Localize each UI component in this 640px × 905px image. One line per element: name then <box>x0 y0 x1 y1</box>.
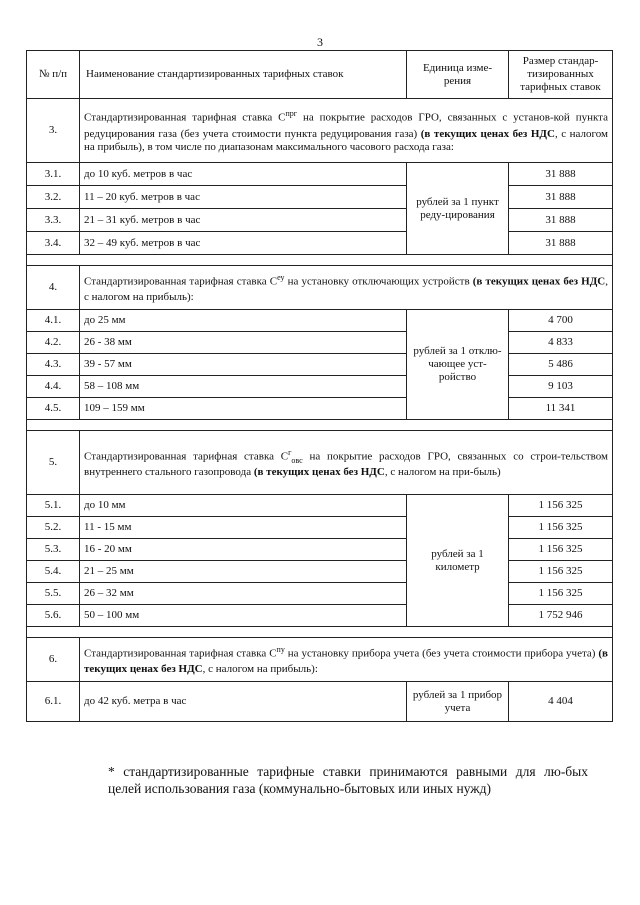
tariff-table <box>26 50 613 722</box>
table-row <box>27 495 613 517</box>
row-num: 5.6. <box>27 605 80 627</box>
row-name: 11 - 15 мм <box>80 517 407 539</box>
row-name: 39 - 57 мм <box>80 354 407 376</box>
section-spacer <box>27 255 613 266</box>
table-row <box>27 232 613 255</box>
table-row <box>27 163 613 186</box>
table-row <box>27 376 613 398</box>
section-num: 6. <box>27 638 80 682</box>
rate-subscript: овс <box>291 455 303 465</box>
unit-cell: рублей за 1 пункт реду-цирования <box>407 163 509 255</box>
row-name: 58 – 108 мм <box>80 376 407 398</box>
section-num: 5. <box>27 431 80 495</box>
section-spacer <box>27 627 613 638</box>
table-row <box>27 332 613 354</box>
row-name: 50 – 100 мм <box>80 605 407 627</box>
row-name: до 25 мм <box>80 310 407 332</box>
header-name: Наименование стандартизированных тарифных ставок <box>80 51 407 99</box>
row-value: 11 341 <box>509 398 613 420</box>
row-num: 6.1. <box>27 682 80 722</box>
row-num: 5.4. <box>27 561 80 583</box>
row-value: 1 156 325 <box>509 517 613 539</box>
section-title: Стандартизированная тарифная ставка $С^{еу}$ на установку отключающих устройств (в текущих ценах без НДС, с налогом на прибыль): <box>80 266 613 310</box>
footnote: * стандартизированные тарифные ставки принимаются равными для лю-бых целей использования газа (коммунально-бытовых или иных нужд) <box>108 764 588 796</box>
row-num: 5.1. <box>27 495 80 517</box>
unit-cell: рублей за 1 прибор учета <box>407 682 509 722</box>
row-value: 31 888 <box>509 209 613 232</box>
table-row <box>27 209 613 232</box>
row-num: 5.2. <box>27 517 80 539</box>
table-header-row <box>27 51 613 99</box>
row-num: 4.4. <box>27 376 80 398</box>
section-header-row <box>27 638 613 682</box>
row-num: 4.2. <box>27 332 80 354</box>
row-value: 4 833 <box>509 332 613 354</box>
rate-superscript: пу <box>276 644 285 654</box>
row-value: 1 752 946 <box>509 605 613 627</box>
table-row <box>27 186 613 209</box>
section-title: Стандартизированная тарифная ставка $С^г_{овс}$ на покрытие расходов ГРО, связанных со строи-тельством внутреннего стального газопровода (в текущих ценах без НДС, с налогом на при-быль) <box>80 431 613 495</box>
row-value: 31 888 <box>509 232 613 255</box>
unit-cell: рублей за 1 километр <box>407 495 509 627</box>
row-value: 1 156 325 <box>509 583 613 605</box>
section-num: 4. <box>27 266 80 310</box>
header-unit: Единица изме-рения <box>407 51 509 99</box>
rate-superscript: еу <box>277 272 285 282</box>
row-name: 11 – 20 куб. метров в час <box>80 186 407 209</box>
row-value: 4 404 <box>509 682 613 722</box>
rate-superscript: г <box>288 447 292 457</box>
row-name: 21 – 31 куб. метров в час <box>80 209 407 232</box>
row-num: 3.4. <box>27 232 80 255</box>
table-row <box>27 583 613 605</box>
row-name: до 10 куб. метров в час <box>80 163 407 186</box>
row-value: 4 700 <box>509 310 613 332</box>
row-num: 4.5. <box>27 398 80 420</box>
row-value: 1 156 325 <box>509 561 613 583</box>
section-num: 3. <box>27 99 80 163</box>
row-num: 5.3. <box>27 539 80 561</box>
row-name: до 10 мм <box>80 495 407 517</box>
row-value: 1 156 325 <box>509 539 613 561</box>
page-number: 3 <box>317 35 323 49</box>
table-row <box>27 539 613 561</box>
row-num: 4.3. <box>27 354 80 376</box>
table-row <box>27 310 613 332</box>
unit-cell: рублей за 1 отклю-чающее уст-ройство <box>407 310 509 420</box>
table-row <box>27 561 613 583</box>
row-name: 26 - 38 мм <box>80 332 407 354</box>
row-name: 109 – 159 мм <box>80 398 407 420</box>
header-num: № п/п <box>27 51 80 99</box>
row-value: 9 103 <box>509 376 613 398</box>
row-name: 16 - 20 мм <box>80 539 407 561</box>
row-num: 4.1. <box>27 310 80 332</box>
section-title: Стандартизированная тарифная ставка $С^{прг}$ на покрытие расходов ГРО, связанных с установ-кой пункта редуцирования газа (без учета стоимости пункта редуцирования газа) (в текущих ценах без НДС, с налогом на прибыль), в том числе по диапазонам максимального часового расхода газа: <box>80 99 613 163</box>
section-header-row <box>27 266 613 310</box>
section-spacer <box>27 420 613 431</box>
table-row <box>27 517 613 539</box>
row-value: 5 486 <box>509 354 613 376</box>
row-value: 1 156 325 <box>509 495 613 517</box>
row-name: 26 – 32 мм <box>80 583 407 605</box>
section-header-row <box>27 99 613 163</box>
rate-superscript: прг <box>285 109 298 119</box>
table-row <box>27 605 613 627</box>
row-name: 21 – 25 мм <box>80 561 407 583</box>
section-header-row <box>27 431 613 495</box>
row-name: 32 – 49 куб. метров в час <box>80 232 407 255</box>
row-num: 3.3. <box>27 209 80 232</box>
row-value: 31 888 <box>509 163 613 186</box>
table-row <box>27 354 613 376</box>
row-name: до 42 куб. метра в час <box>80 682 407 722</box>
table-row <box>27 398 613 420</box>
row-num: 5.5. <box>27 583 80 605</box>
table-row <box>27 682 613 722</box>
section-title: Стандартизированная тарифная ставка $С^{пу}$ на установку прибора учета (без учета стоимости прибора учета) (в текущих ценах без НДС, с налогом на прибыль): <box>80 638 613 682</box>
header-value: Размер стандар-тизированных тарифных ставок <box>509 51 613 99</box>
row-value: 31 888 <box>509 186 613 209</box>
row-num: 3.2. <box>27 186 80 209</box>
row-num: 3.1. <box>27 163 80 186</box>
